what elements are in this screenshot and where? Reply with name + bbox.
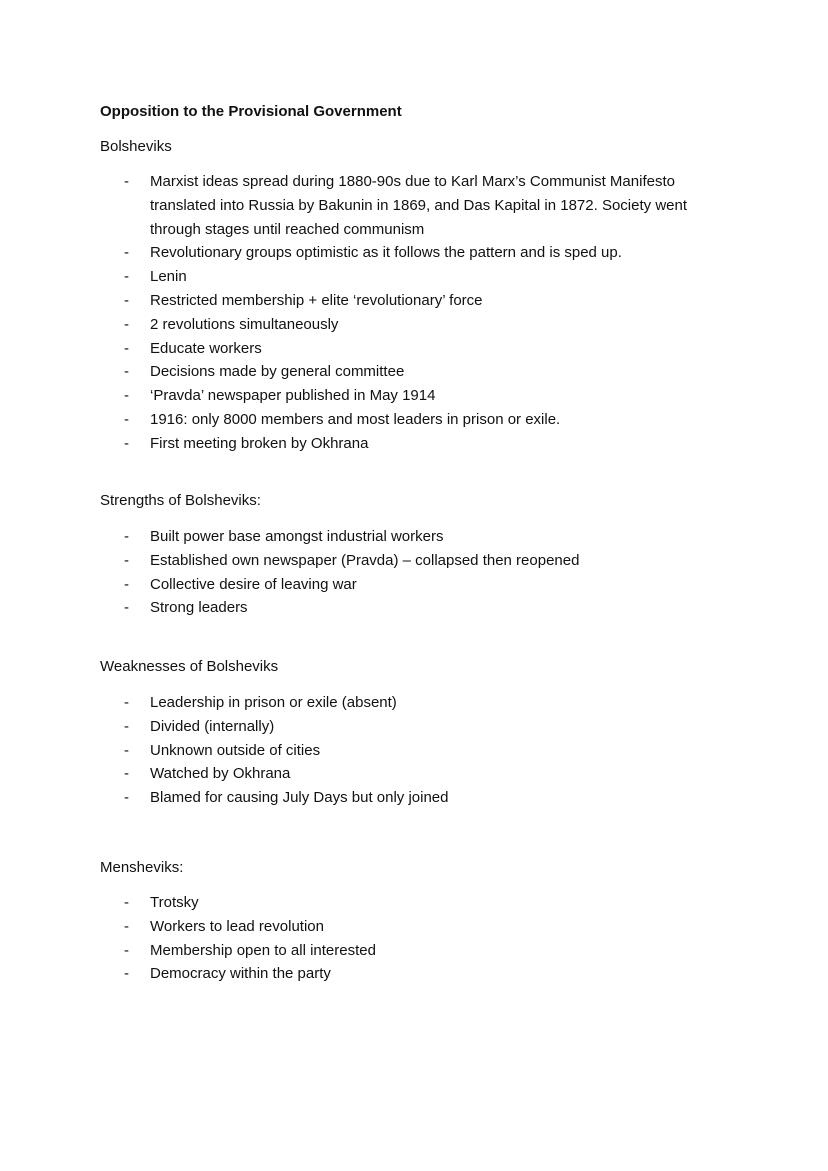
dash-bullet: -: [124, 965, 129, 983]
list-item: - Marxist ideas spread during 1880-90s due to Karl Marx’s Communist Manifesto translated into Russia by Bakunin in 1869, and Das Kapital in 1872. Society went through stages until reached communism: [0, 170, 828, 241]
dash-bullet: -: [124, 363, 129, 381]
section-heading-bolsheviks: Bolsheviks: [100, 138, 172, 155]
section-heading-mensheviks: Mensheviks:: [100, 859, 184, 876]
dash-bullet: -: [124, 528, 129, 545]
dash-bullet: -: [124, 941, 129, 959]
list-item: - Democracy within the party: [0, 962, 828, 986]
dash-bullet: -: [124, 599, 129, 617]
section-heading-weaknesses: Weaknesses of Bolsheviks: [100, 658, 279, 675]
dash-bullet: -: [124, 173, 129, 190]
dash-bullet: -: [124, 717, 129, 735]
dash-bullet: -: [124, 434, 129, 452]
dash-bullet: -: [124, 339, 129, 357]
dash-bullet: -: [124, 291, 129, 309]
list-item: - Established own newspaper (Pravda) – collapsed then reopened: [0, 549, 828, 573]
weaknesses-list: [0, 691, 828, 810]
dash-bullet: -: [124, 244, 129, 262]
dash-bullet: -: [124, 894, 129, 911]
list-item: - Educate workers: [0, 337, 828, 361]
list-item: - 2 revolutions simultaneously: [0, 313, 828, 337]
list-item: - Strong leaders: [0, 596, 828, 620]
dash-bullet: -: [124, 575, 129, 593]
dash-bullet: -: [124, 917, 129, 935]
list-item: - Membership open to all interested: [0, 939, 828, 963]
list-item: - Collective desire of leaving war: [0, 573, 828, 597]
list-item: - Leadership in prison or exile (absent): [0, 691, 828, 715]
bolsheviks-list: [0, 170, 828, 456]
dash-bullet: -: [124, 551, 129, 569]
list-item: - Lenin: [0, 265, 828, 289]
strengths-list: [0, 525, 828, 620]
list-item: - Unknown outside of cities: [0, 739, 828, 763]
dash-bullet: -: [124, 387, 129, 405]
list-item: - Blamed for causing July Days but only joined: [0, 786, 828, 810]
list-item: - Built power base amongst industrial workers: [0, 525, 828, 549]
list-item: - Revolutionary groups optimistic as it follows the pattern and is sped up.: [0, 241, 828, 265]
list-item: - Workers to lead revolution: [0, 915, 828, 939]
document-title: Opposition to the Provisional Government: [100, 103, 402, 120]
dash-bullet: -: [124, 741, 129, 759]
dash-bullet: -: [124, 315, 129, 333]
list-item: - First meeting broken by Okhrana: [0, 432, 828, 456]
list-item: - 1916: only 8000 members and most leaders in prison or exile.: [0, 408, 828, 432]
mensheviks-list: [0, 891, 828, 986]
list-item: - ‘Pravda’ newspaper published in May 1914: [0, 384, 828, 408]
dash-bullet: -: [124, 410, 129, 428]
dash-bullet: -: [124, 268, 129, 286]
list-item: - Decisions made by general committee: [0, 360, 828, 384]
section-heading-strengths: Strengths of Bolsheviks:: [100, 492, 261, 509]
dash-bullet: -: [124, 694, 129, 711]
list-item: - Divided (internally): [0, 715, 828, 739]
dash-bullet: -: [124, 789, 129, 807]
list-item: - Watched by Okhrana: [0, 762, 828, 786]
list-item: - Restricted membership + elite ‘revolutionary’ force: [0, 289, 828, 313]
dash-bullet: -: [124, 765, 129, 783]
list-item: - Trotsky: [0, 891, 828, 915]
